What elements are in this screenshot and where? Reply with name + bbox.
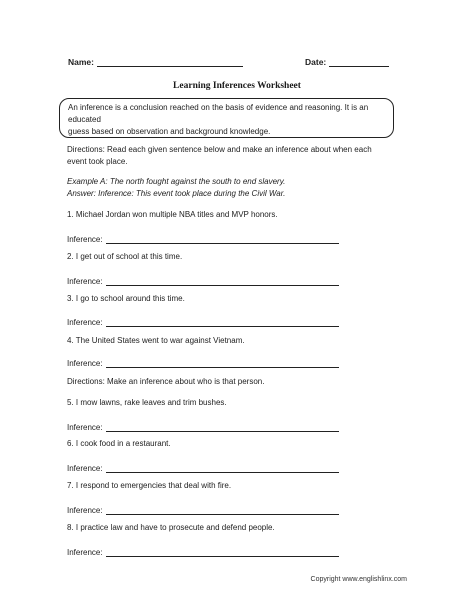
answer-row-8 [67,545,339,557]
inference-label: Inference: [67,464,103,473]
example-answer: Answer: Inference: This event took place during the Civil War. [67,189,286,198]
question-5: 5. I mow lawns, rake leaves and trim bushes. [67,398,227,407]
copyright-text: Copyright www.englishlinx.com [310,576,407,583]
inference-label: Inference: [67,548,103,557]
answer-line-3[interactable] [106,318,339,327]
answer-row-7 [67,503,339,515]
answer-row-3 [67,315,339,327]
header-row [68,56,398,70]
answer-row-4 [67,356,339,368]
answer-line-1[interactable] [106,235,339,244]
inference-label: Inference: [67,506,103,515]
question-4: 4. The United States went to war against Vietnam. [67,336,245,345]
question-8: 8. I practice law and have to prosecute and defend people. [67,523,275,532]
directions-1-line-2: event took place. [67,157,128,166]
answer-line-2[interactable] [106,277,339,286]
answer-line-5[interactable] [106,423,339,432]
question-6: 6. I cook food in a restaurant. [67,439,171,448]
question-2: 2. I get out of school at this time. [67,252,183,261]
name-blank-line[interactable] [97,56,243,67]
answer-row-5 [67,420,339,432]
name-label: Name: [68,57,94,67]
question-1: 1. Michael Jordan won multiple NBA titles and MVP honors. [67,210,278,219]
answer-row-2 [67,274,339,286]
example-prompt: Example A: The north fought against the south to end slavery. [67,177,286,186]
date-label: Date: [305,57,327,67]
answer-line-4[interactable] [106,359,339,368]
question-3: 3. I go to school around this time. [67,294,185,303]
directions-1 [67,144,407,168]
inference-label: Inference: [67,423,103,432]
inference-label: Inference: [67,235,103,244]
date-field [305,56,389,67]
example-block [67,176,407,200]
inference-label: Inference: [67,318,103,327]
directions-2: Directions: Make an inference about who is that person. [67,377,265,386]
directions-1-line-1: Directions: Read each given sentence below and make an inference about when each [67,145,372,154]
answer-line-7[interactable] [106,506,339,515]
answer-row-6 [67,461,339,473]
definition-line-2: guess based on observation and background knowledge. [68,127,271,136]
question-7: 7. I respond to emergencies that deal with fire. [67,481,232,490]
inference-label: Inference: [67,277,103,286]
answer-row-1 [67,232,339,244]
date-blank-line[interactable] [329,56,389,67]
answer-line-8[interactable] [106,548,339,557]
worksheet-title: Learning Inferences Worksheet [173,81,301,91]
definition-box [59,98,394,138]
inference-label: Inference: [67,359,103,368]
definition-line-1: An inference is a conclusion reached on the basis of evidence and reasoning. It is an educated [68,103,369,124]
name-field [68,56,243,67]
answer-line-6[interactable] [106,464,339,473]
